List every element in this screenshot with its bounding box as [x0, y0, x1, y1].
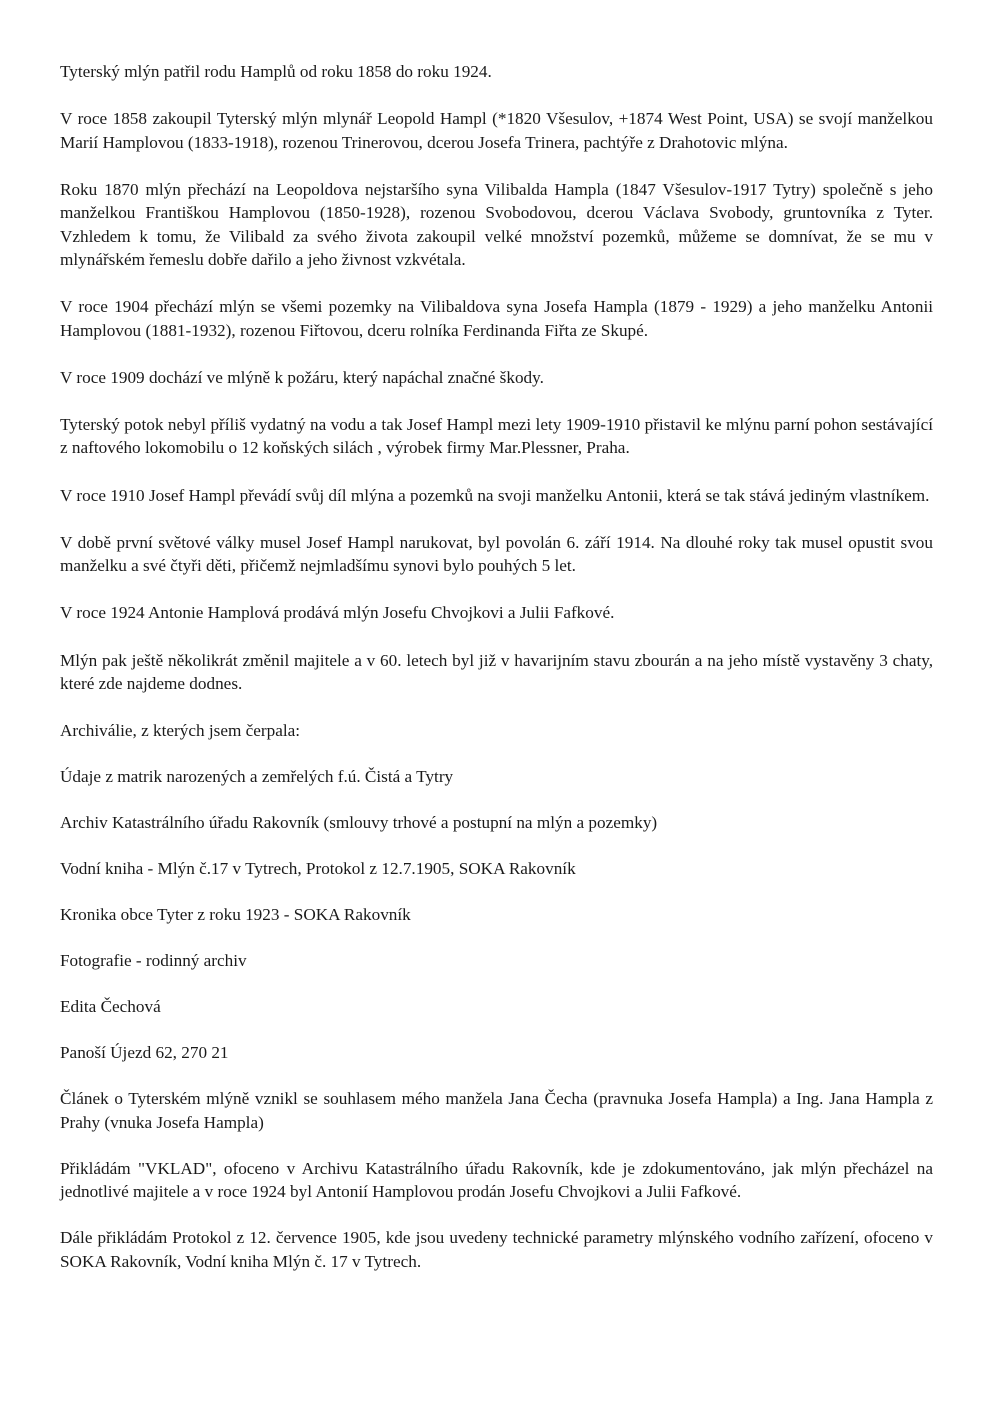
source-photos: Fotografie - rodinný archiv: [60, 951, 247, 971]
paragraph-1909-fire: V roce 1909 dochází ve mlýně k požáru, který napáchal značné škody.: [60, 367, 544, 387]
source-cadastral-archive: Archiv Katastrálního úřadu Rakovník (smlouvy trhové a postupní na mlýn a pozemky): [60, 813, 658, 833]
paragraph-attachment-protocol: Dále přikládám Protokol z 12. července 1905, kde jsou uvedeny technické parametry mlýnského vodního zařízení, ofoceno v SOKA Rakovník, Vodní kniha Mlýn č. 17 v Tytrech.: [60, 1228, 933, 1271]
paragraph-1904: V roce 1904 přechází mlýn se všemi pozemky na Vilibaldova syna Josefa Hampla (1879 - 1929) a jeho manželku Antonii Hamplovou (1881-1932), rozenou Fiřtovou, dceru rolníka Ferdinanda Fiřta ze Skupé.: [60, 297, 933, 340]
paragraph-attachment-vklad: Přikládám "VKLAD", ofoceno v Archivu Katastrálního úřadu Rakovník, kde je zdokumentováno, jak mlýn přecházel na jednotlivé majitele a v roce 1924 byl Antonií Hamplovou prodán Josefu Chvojkovi a Julii Fafkové.: [60, 1158, 933, 1202]
source-registers: Údaje z matrik narozených a zemřelých f.ú. Čistá a Tytry: [60, 767, 454, 787]
source-water-book: Vodní kniha - Mlýn č.17 v Tytrech, Protokol z 12.7.1905, SOKA Rakovník: [60, 859, 576, 879]
paragraph-1870: Roku 1870 mlýn přechází na Leopoldova nejstaršího syna Vilibalda Hampla (1847 Všesulov-1917 Tytry) společně s jeho manželkou Františkou Hamplovou (1850-1928), rozenou Svobodovou, dcerou Václava Svobody, gruntovníka z Tyter. Vzhledem k tomu, že Vilibald za svého života zakoupil velké množství pozemků, můžeme se domnívat, že se mu v mlynářském řemeslu dobře dařilo a jeho živnost vzkvétala.: [60, 179, 933, 270]
sources-heading: Archiválie, z kterých jsem čerpala:: [60, 721, 301, 741]
paragraph-1910: V roce 1910 Josef Hampl převádí svůj díl mlýna a pozemků na svoji manželku Antonii, která se tak stává jediným vlastníkem.: [60, 485, 930, 505]
paragraph-steam-engine: Tyterský potok nebyl příliš vydatný na vodu a tak Josef Hampl mezi lety 1909-1910 přistavil ke mlýnu parní pohon sestávající z naftového lokomobilu o 12 koňských silách , výrobek firmy Mar.Plessner, Praha.: [60, 415, 933, 458]
author-name: Edita Čechová: [60, 997, 161, 1017]
paragraph-1858: V roce 1858 zakoupil Tyterský mlýn mlynář Leopold Hampl (*1820 Všesulov, +1874 West Point, USA) se svojí manželkou Marií Hamplovou (1833-1918), rozenou Trinerovou, dcerou Josefa Trinera, pachtýře z Drahotovic mlýna.: [60, 109, 933, 152]
author-address: Panoší Újezd 62, 270 21: [60, 1043, 229, 1063]
paragraph-demolition: Mlýn pak ještě několikrát změnil majitele a v 60. letech byl již v havarijním stavu zbourán a na jeho místě vystavěny 3 chaty, které zde najdeme dodnes.: [60, 650, 933, 694]
paragraph-intro: Tyterský mlýn patřil rodu Hamplů od roku 1858 do roku 1924.: [60, 62, 492, 81]
paragraph-consent: Článek o Tyterském mlýně vznikl se souhlasem mého manžela Jana Čecha (pravnuka Josefa Hampla) a Ing. Jana Hampla z Prahy (vnuka Josefa Hampla): [60, 1089, 933, 1132]
paragraph-ww1: V době první světové války musel Josef Hampl narukovat, byl povolán 6. září 1914. Na dlouhé roky tak musel opustit svou manželku a své čtyři děti, přičemž nejmladšímu synovi bylo pouhých 5 let.: [60, 532, 933, 576]
document-body: [60, 60, 933, 1273]
paragraph-1924-sale: V roce 1924 Antonie Hamplová prodává mlýn Josefu Chvojkovi a Julii Fafkové.: [60, 603, 615, 623]
source-chronicle: Kronika obce Tyter z roku 1923 - SOKA Rakovník: [60, 905, 411, 925]
